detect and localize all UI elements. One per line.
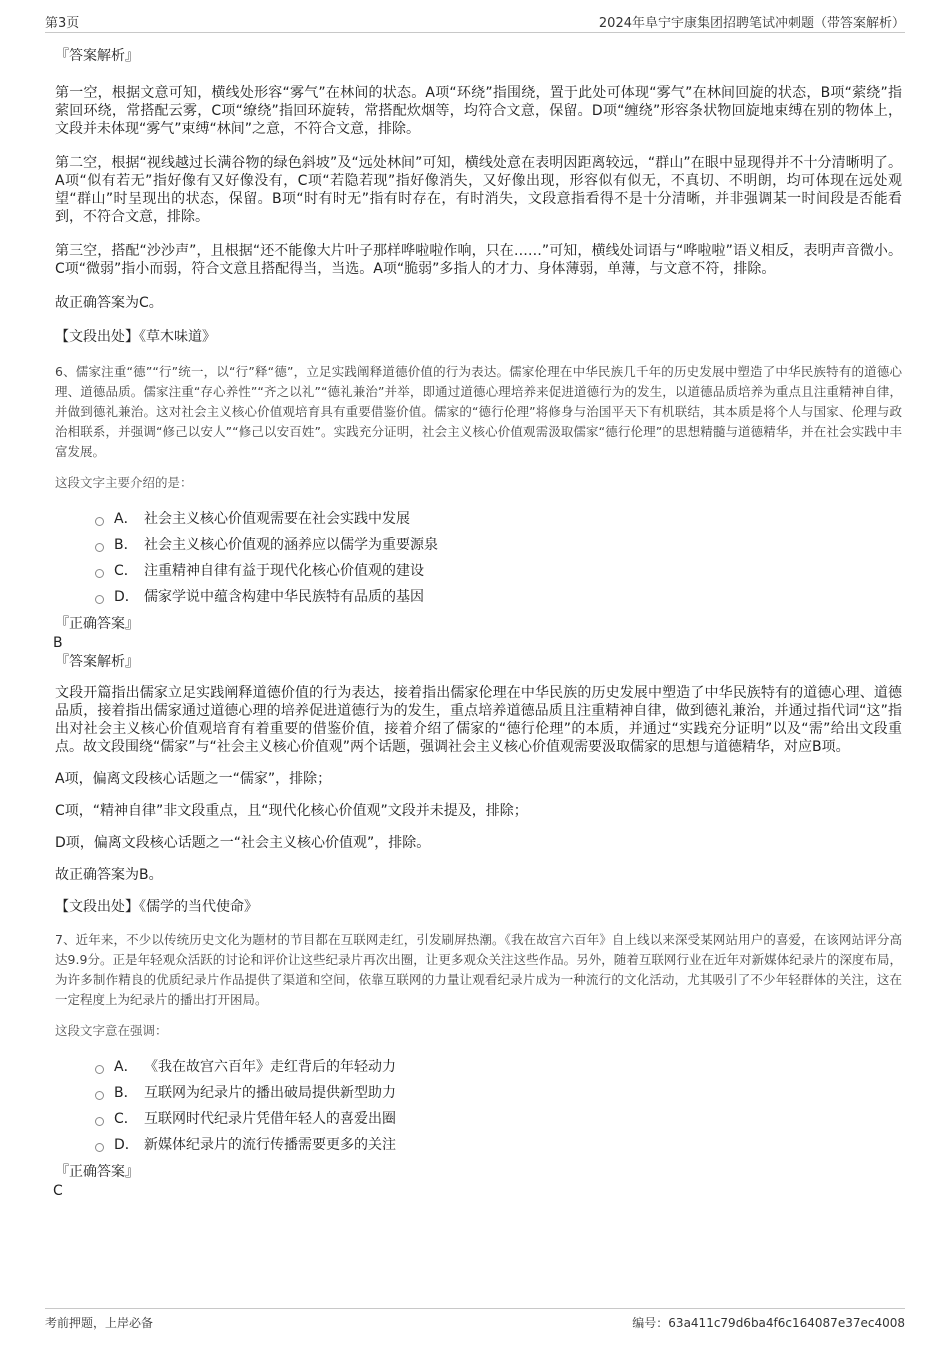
q6-stem: 6、儒家注重“德”“行”统一，以“行”释“德”，立足实践阐释道德价值的行为表达。儒家伦理在中华民族几千年的历史发展中塑造了中华民族特有的道德心理、道德品质。儒家注重“存心养性”“齐之以礼”“德礼兼治”并举，即通过道德心理培养来促进道德行为的发生，以道德品质培养为重点且注重精神自律，并做到德礼兼治。这对社会主义核心价值观培育具有重要借鉴价值。儒家的“德行伦理”将修身与治国平天下有机联结，其本质是将个人与国家、伦理与政治相联系，并强调“修己以安人”“修己以安百姓”。实践充分证明，社会主义核心价值观需汲取儒家“德行伦理”的思想精髓与道德精华，并在社会实践中丰富发展。 [55, 364, 902, 459]
page-footer [45, 1308, 905, 1333]
q6-note-a: A项，偏离文段核心话题之一“儒家”，排除； [55, 771, 332, 787]
page-header [45, 10, 905, 33]
radio-icon[interactable] [95, 595, 104, 604]
q7-prompt: 这段文字意在强调： [55, 1023, 168, 1038]
radio-icon[interactable] [95, 1091, 104, 1100]
q6-answer: B [53, 635, 63, 651]
q5-analysis-p1: 第一空，根据文意可知，横线处形容“雾气”在林间的状态。A项“环绕”指围绕，置于此处可体现“雾气”在林间回旋的状态，B项“萦绕”指萦回环绕，常搭配云雾，C项“缭绕”指回环旋转，常搭配炊烟等，均符合文意，保留。D项“缠绕”形容条状物回旋地束缚在别的物体上，文段并未体现“雾气”束缚“林间”之意，不符合文意，排除。 [55, 85, 902, 137]
q6-note-c: C项，“精神自律”非文段重点，且“现代化核心价值观”文段并未提及，排除； [55, 803, 528, 819]
q6-option-d[interactable]: D． 儒家学说中蕴含构建中华民族特有品质的基因 [95, 584, 902, 610]
footer-slogan: 考前押题，上岸必备 [45, 1316, 154, 1330]
q5-analysis-label: 『答案解析』 [55, 48, 139, 64]
q6-note-d: D项，偏离文段核心话题之一“社会主义核心价值观”，排除。 [55, 835, 431, 851]
q6-option-b[interactable]: B． 社会主义核心价值观的涵养应以儒学为重要源泉 [95, 532, 902, 558]
q6-analysis: 文段开篇指出儒家立足实践阐释道德价值的行为表达，接着指出儒家伦理在中华民族的历史发展中塑造了中华民族特有的道德心理、道德品质，接着指出儒家通过道德心理的培养促进道德行为的发生，重点培养道德品质且注重精神自律，做到德礼兼治，并通过指代词“这”指出对社会主义核心价值观培育有着重要的借鉴价值，接着介绍了儒家的“德行伦理”的本质，并通过“实践充分证明”以及“需”给出文段重点。故文段围绕“儒家”与“社会主义核心价值观”两个话题，强调社会主义核心价值观需要汲取儒家的思想与道德精华，对应B项。 [55, 685, 902, 755]
q6-analysis-label: 『答案解析』 [55, 654, 139, 670]
document-title: 2024年阜宁宇康集团招聘笔试冲刺题（带答案解析） [598, 16, 905, 31]
q5-conclusion: 故正确答案为C。 [55, 295, 163, 311]
q6-option-a[interactable]: A． 社会主义核心价值观需要在社会实践中发展 [95, 506, 902, 532]
q6-answer-label: 『正确答案』 [55, 616, 139, 632]
radio-icon[interactable] [95, 569, 104, 578]
q5-source: 【文段出处】《草木味道》 [55, 329, 216, 345]
q7-option-b[interactable]: B． 互联网为纪录片的播出破局提供新型助力 [95, 1080, 902, 1106]
q6-conclusion: 故正确答案为B。 [55, 867, 163, 883]
q6-source: 【文段出处】《儒学的当代使命》 [55, 899, 258, 915]
q7-option-a[interactable]: A． 《我在故宫六百年》走红背后的年轻动力 [95, 1054, 902, 1080]
q7-answer-label: 『正确答案』 [55, 1164, 139, 1180]
q7-stem: 7、近年来，不少以传统历史文化为题材的节目都在互联网走红，引发刷屏热潮。《我在故宫六百年》自上线以来深受某网站用户的喜爱，在该网站评分高达9.9分。正是年轻观众活跃的讨论和评价让这些纪录片再次出圈，让更多观众关注这些作品。另外，随着互联网行业在近年对新媒体纪录片的深度布局，为许多制作精良的优质纪录片作品提供了渠道和空间，依靠互联网的力量让观看纪录片成为一种流行的文化活动，尤其吸引了不少年轻群体的关注，这在一定程度上为纪录片的播出打开困局。 [55, 932, 902, 1007]
main-content [55, 40, 902, 1200]
q7-answer: C [53, 1183, 63, 1199]
radio-icon[interactable] [95, 543, 104, 552]
radio-icon[interactable] [95, 1143, 104, 1152]
q7-option-c[interactable]: C． 互联网时代纪录片凭借年轻人的喜爱出圈 [95, 1106, 902, 1132]
page-number: 第3页 [45, 16, 80, 31]
document-code: 编号：63a411c79d6ba4f6c164087e37ec4008 [632, 1316, 905, 1330]
q7-option-d[interactable]: D． 新媒体纪录片的流行传播需要更多的关注 [95, 1132, 902, 1158]
radio-icon[interactable] [95, 1065, 104, 1074]
q5-analysis-p2: 第二空，根据“视线越过长满谷物的绿色斜坡”及“远处林间”可知，横线处意在表明因距离较远，“群山”在眼中显现得并不十分清晰明了。A项“似有若无”指好像有又好像没有，C项“若隐若现”指好像消失，又好像出现，形容似有似无，不真切、不明朗，均可体现在远处观望“群山”时呈现出的状态，保留。B项“时有时无”指有时存在，有时消失，文段意指看得不是十分清晰，并非强调某一时间段是否能看到，不符合文意，排除。 [55, 155, 902, 225]
q6-prompt: 这段文字主要介绍的是： [55, 475, 193, 490]
q6-option-c[interactable]: C． 注重精神自律有益于现代化核心价值观的建设 [95, 558, 902, 584]
q5-analysis-p3: 第三空，搭配“沙沙声”，且根据“还不能像大片叶子那样哗啦啦作响，只在……”可知，横线处词语与“哗啦啦”语义相反，表明声音微小。C项“微弱”指小而弱，符合文意且搭配得当，当选。A项“脆弱”多指人的才力、身体薄弱，单薄，与文意不符，排除。 [55, 243, 902, 277]
q6-options [95, 506, 902, 610]
radio-icon[interactable] [95, 1117, 104, 1126]
radio-icon[interactable] [95, 517, 104, 526]
q7-options [95, 1054, 902, 1158]
